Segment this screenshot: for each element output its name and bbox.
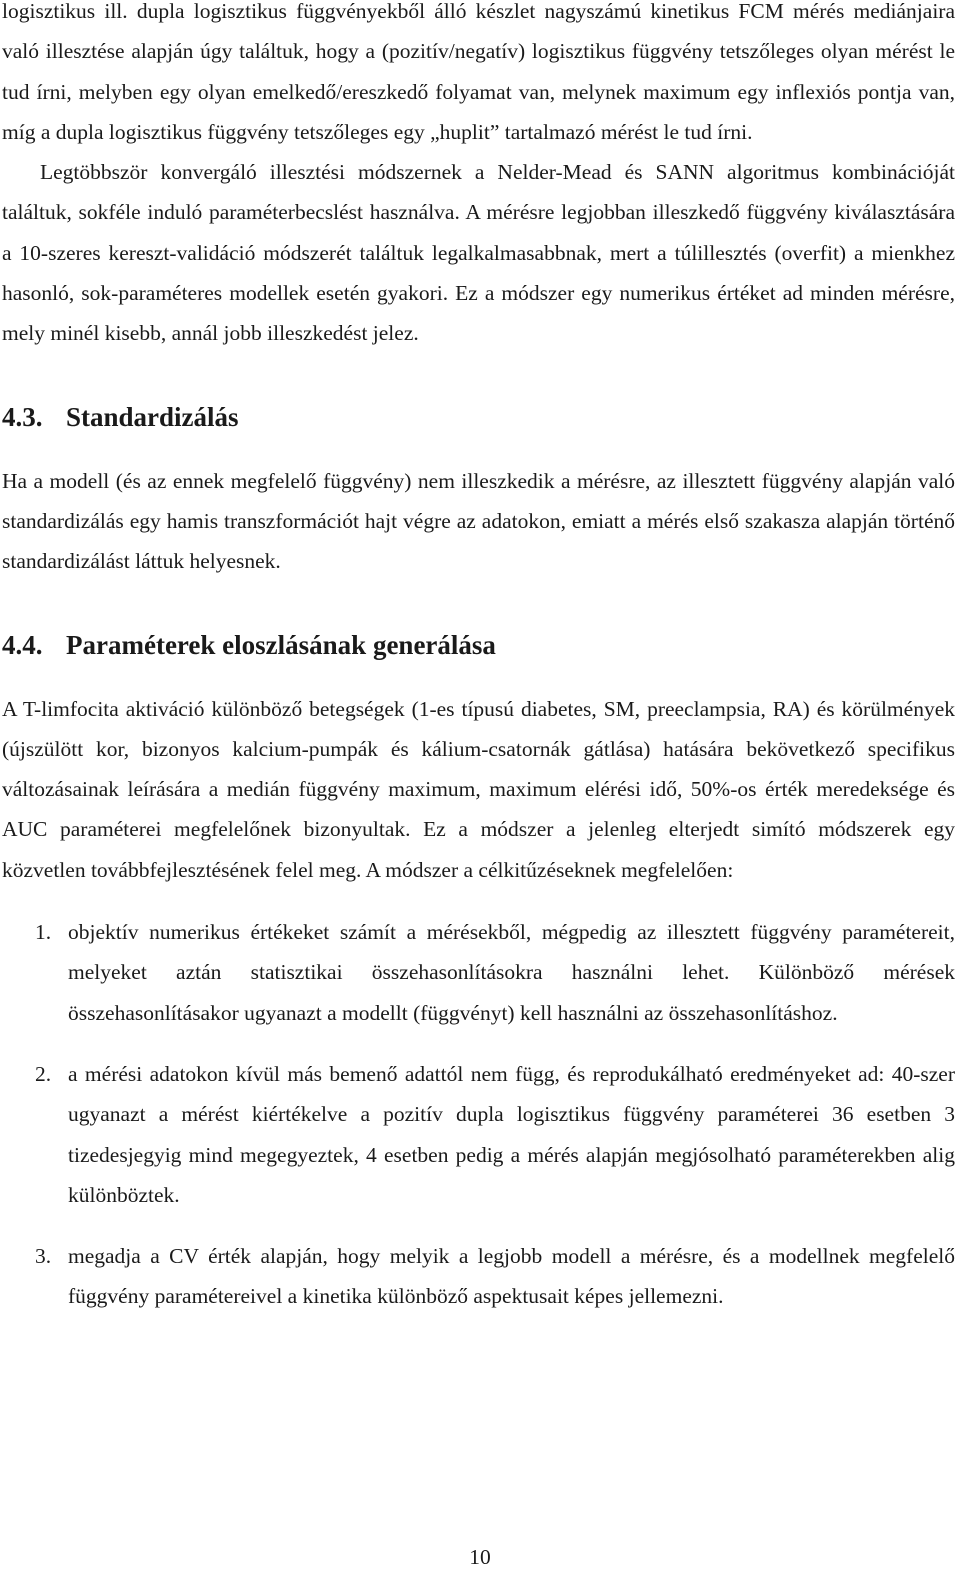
section-heading-standardization bbox=[2, 397, 955, 437]
list-item-text: a mérési adatokon kívül más bemenő adattól nem függ, és reprodukálható eredményeket ad: 40-szer ugyanazt a mérést kiértékelve a pozitív dupla logisztikus függvény paraméterei 36 esetben 3 tizedesjegyig mind megegyeztek, 4 esetben pedig a mérés alapján megjósolható paraméterekben alig különböztek. bbox=[68, 1061, 955, 1207]
section-number: 4.3. bbox=[2, 401, 43, 432]
list-marker: 1. bbox=[35, 920, 52, 945]
paragraph-continuation: logisztikus ill. dupla logisztikus függvényekből álló készlet nagyszámú kinetikus FCM mérés mediánjaira való illesztése alapján úgy találtuk, hogy a (pozitív/negatív) logisztikus függvény tetszőleges olyan mérést le tud írni, melyben egy olyan emelkedő/ereszkedő folyamat van, melynek maximum egy inflexiós pontja van, míg a dupla logisztikus függvény tetszőleges egy „huplit” tartalmazó mérést le tud írni. bbox=[2, 0, 955, 144]
section-title: Standardizálás bbox=[66, 401, 239, 432]
list-marker: 3. bbox=[35, 1244, 52, 1269]
section-title: Paraméterek eloszlásának generálása bbox=[66, 629, 496, 660]
paragraph-fitting-method: Legtöbbször konvergáló illesztési módszernek a Nelder-Mead és SANN algoritmus kombinációját találtuk, sokféle induló paraméterbecslést használva. A mérésre legjobban illeszkedő függvény kiválasztására a 10-szeres kereszt-validáció módszerét találtuk legalkalmasabbnak, mert a túlillesztés (overfit) a mienkhez hasonló, sok-paraméteres modellek esetén gyakori. Ez a módszer egy numerikus értéket ad minden mérésre, mely minél kisebb, annál jobb illeszkedést jelez. bbox=[2, 160, 955, 346]
paragraph-standardization: Ha a modell (és az ennek megfelelő függvény) nem illeszkedik a mérésre, az illesztett függvény alapján való standardizálás egy hamis transzformációt hajt végre az adatokon, emiatt a mérés első szakasza alapján történő standardizálást láttuk helyesnek. bbox=[2, 468, 955, 574]
section-number: 4.4. bbox=[2, 629, 43, 660]
page-number: 10 bbox=[469, 1545, 491, 1569]
paragraph-parameter-distribution: A T-limfocita aktiváció különböző betegségek (1-es típusú diabetes, SM, preeclampsia, RA) és körülmények (újszülött kor, bizonyos kalcium-pumpák és kálium-csatornák gátlása) hatására bekövetkező specifikus változásainak leírására a medián függvény maximum, maximum elérési idő, 50%-os érték meredeksége és AUC paraméterei megfelelőnek bizonyultak. Ez a módszer a jelenleg elterjedt simító módszerek egy közvetlen továbbfejlesztésének felel meg. A módszer a célkitűzéseknek megfelelően: bbox=[2, 696, 955, 882]
list-item bbox=[2, 912, 955, 1033]
page-body bbox=[2, 0, 955, 1317]
section-heading-parameter-distribution bbox=[2, 625, 955, 665]
list-item-text: objektív numerikus értékeket számít a mérésekből, mégpedig az illesztett függvény paramétereit, melyeket aztán statisztikai összehasonlításokra használni lehet. Különböző mérések összehasonlításakor ugyanazt a modellt (függvényt) kell használni az összehasonlításhoz. bbox=[68, 920, 955, 1025]
list-item bbox=[2, 1236, 955, 1317]
list-item-text: megadja a CV érték alapján, hogy melyik a legjobb modell a mérésre, és a modellnek megfelelő függvény paramétereivel a kinetika különböző aspektusait képes jellemezni. bbox=[68, 1244, 955, 1309]
list-marker: 2. bbox=[35, 1061, 52, 1086]
numbered-list bbox=[2, 912, 955, 1317]
list-item bbox=[2, 1054, 955, 1215]
